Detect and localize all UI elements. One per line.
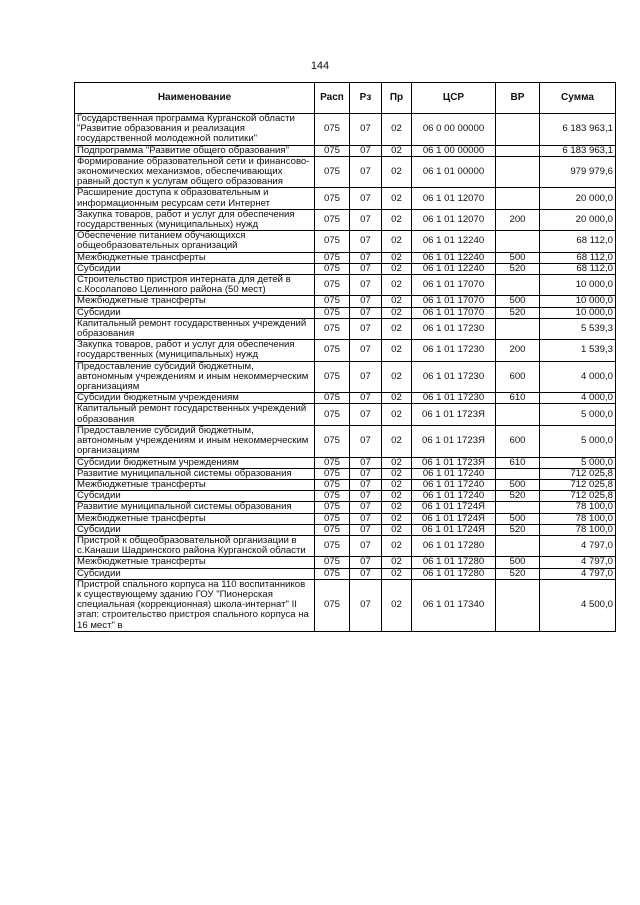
row-name-cell: Государственная программа Курганской области "Развитие образования и реализация государственной молодежной политики" <box>75 114 315 146</box>
row-rasp-cell: 075 <box>315 491 350 502</box>
row-rz-cell: 07 <box>350 263 382 274</box>
row-pr-cell: 02 <box>382 340 412 361</box>
table-row <box>75 307 616 318</box>
row-name-cell: Межбюджетные трансферты <box>75 513 315 524</box>
table-row <box>75 361 616 393</box>
row-sum-cell: 4 000,0 <box>540 361 616 393</box>
row-sum-cell: 6 183 963,1 <box>540 114 616 146</box>
row-vr-cell <box>496 156 540 188</box>
row-vr-cell: 200 <box>496 209 540 230</box>
row-csr-cell: 06 1 01 17230 <box>412 340 496 361</box>
row-csr-cell: 06 1 01 12240 <box>412 231 496 252</box>
row-sum-cell: 78 100,0 <box>540 513 616 524</box>
row-pr-cell: 02 <box>382 568 412 579</box>
row-vr-cell: 500 <box>496 296 540 307</box>
table-row <box>75 404 616 425</box>
row-sum-cell: 4 797,0 <box>540 535 616 556</box>
table-row <box>75 457 616 468</box>
row-rz-cell: 07 <box>350 275 382 296</box>
row-vr-cell: 610 <box>496 393 540 404</box>
row-csr-cell: 06 1 01 17240 <box>412 479 496 490</box>
table-row <box>75 318 616 339</box>
row-rasp-cell: 075 <box>315 502 350 513</box>
row-rasp-cell: 075 <box>315 361 350 393</box>
row-csr-cell: 06 1 01 1723Я <box>412 425 496 457</box>
row-sum-cell: 4 000,0 <box>540 393 616 404</box>
row-vr-cell: 500 <box>496 479 540 490</box>
row-name-cell: Межбюджетные трансферты <box>75 296 315 307</box>
row-csr-cell: 06 1 01 17230 <box>412 318 496 339</box>
column-header-sum: Сумма <box>540 83 616 114</box>
row-vr-cell <box>496 502 540 513</box>
table-row <box>75 393 616 404</box>
row-csr-cell: 06 1 01 1724Я <box>412 502 496 513</box>
row-rz-cell: 07 <box>350 252 382 263</box>
row-pr-cell: 02 <box>382 307 412 318</box>
table-row <box>75 340 616 361</box>
row-name-cell: Субсидии <box>75 524 315 535</box>
row-rz-cell: 07 <box>350 361 382 393</box>
column-header-pr: Пр <box>382 83 412 114</box>
row-pr-cell: 02 <box>382 209 412 230</box>
column-header-rz: Рз <box>350 83 382 114</box>
table-row <box>75 579 616 631</box>
row-csr-cell: 06 1 01 1724Я <box>412 524 496 535</box>
row-vr-cell <box>496 318 540 339</box>
row-rasp-cell: 075 <box>315 209 350 230</box>
row-rasp-cell: 075 <box>315 457 350 468</box>
row-name-cell: Межбюджетные трансферты <box>75 479 315 490</box>
row-sum-cell: 20 000,0 <box>540 188 616 209</box>
row-rz-cell: 07 <box>350 231 382 252</box>
row-csr-cell: 06 0 00 00000 <box>412 114 496 146</box>
row-csr-cell: 06 1 01 17230 <box>412 361 496 393</box>
row-rz-cell: 07 <box>350 468 382 479</box>
row-rasp-cell: 075 <box>315 156 350 188</box>
column-header-name: Наименование <box>75 83 315 114</box>
table-row <box>75 502 616 513</box>
row-sum-cell: 10 000,0 <box>540 275 616 296</box>
row-rasp-cell: 075 <box>315 524 350 535</box>
row-pr-cell: 02 <box>382 252 412 263</box>
row-rz-cell: 07 <box>350 318 382 339</box>
row-csr-cell: 06 1 01 17280 <box>412 535 496 556</box>
table-row <box>75 231 616 252</box>
row-rasp-cell: 075 <box>315 479 350 490</box>
row-vr-cell <box>496 114 540 146</box>
table-row <box>75 557 616 568</box>
row-csr-cell: 06 1 01 12240 <box>412 263 496 274</box>
row-rz-cell: 07 <box>350 535 382 556</box>
row-pr-cell: 02 <box>382 393 412 404</box>
row-rasp-cell: 075 <box>315 231 350 252</box>
row-rasp-cell: 075 <box>315 114 350 146</box>
row-rasp-cell: 075 <box>315 393 350 404</box>
row-rasp-cell: 075 <box>315 535 350 556</box>
row-pr-cell: 02 <box>382 318 412 339</box>
row-csr-cell: 06 1 01 1723Я <box>412 457 496 468</box>
row-csr-cell: 06 1 01 12240 <box>412 252 496 263</box>
row-rasp-cell: 075 <box>315 557 350 568</box>
row-rz-cell: 07 <box>350 513 382 524</box>
row-vr-cell: 500 <box>496 557 540 568</box>
row-vr-cell: 520 <box>496 568 540 579</box>
row-vr-cell <box>496 404 540 425</box>
row-rz-cell: 07 <box>350 425 382 457</box>
row-rasp-cell: 075 <box>315 275 350 296</box>
row-rasp-cell: 075 <box>315 579 350 631</box>
row-rasp-cell: 075 <box>315 188 350 209</box>
row-csr-cell: 06 1 01 1723Я <box>412 404 496 425</box>
row-pr-cell: 02 <box>382 188 412 209</box>
row-pr-cell: 02 <box>382 145 412 156</box>
row-rasp-cell: 075 <box>315 145 350 156</box>
row-pr-cell: 02 <box>382 263 412 274</box>
row-csr-cell: 06 1 01 17280 <box>412 557 496 568</box>
row-csr-cell: 06 1 01 17280 <box>412 568 496 579</box>
table-body <box>75 114 616 632</box>
row-rz-cell: 07 <box>350 340 382 361</box>
column-header-rasp: Расп <box>315 83 350 114</box>
row-sum-cell: 5 000,0 <box>540 404 616 425</box>
row-sum-cell: 4 500,0 <box>540 579 616 631</box>
row-sum-cell: 712 025,8 <box>540 479 616 490</box>
row-pr-cell: 02 <box>382 457 412 468</box>
row-vr-cell: 520 <box>496 491 540 502</box>
row-csr-cell: 06 1 01 12070 <box>412 188 496 209</box>
table-row <box>75 524 616 535</box>
row-sum-cell: 712 025,8 <box>540 468 616 479</box>
row-csr-cell: 06 1 01 17070 <box>412 296 496 307</box>
row-name-cell: Капитальный ремонт государственных учреждений образования <box>75 318 315 339</box>
row-sum-cell: 5 539,3 <box>540 318 616 339</box>
row-vr-cell: 520 <box>496 263 540 274</box>
row-pr-cell: 02 <box>382 468 412 479</box>
row-rasp-cell: 075 <box>315 425 350 457</box>
row-sum-cell: 5 000,0 <box>540 425 616 457</box>
row-name-cell: Строительство пристроя интерната для детей в с.Косолапово Целинного района (50 мест) <box>75 275 315 296</box>
row-pr-cell: 02 <box>382 491 412 502</box>
row-name-cell: Межбюджетные трансферты <box>75 557 315 568</box>
row-sum-cell: 78 100,0 <box>540 524 616 535</box>
row-name-cell: Субсидии <box>75 491 315 502</box>
row-name-cell: Обеспечение питанием обучающихся общеобразовательных организаций <box>75 231 315 252</box>
row-sum-cell: 4 797,0 <box>540 568 616 579</box>
row-name-cell: Межбюджетные трансферты <box>75 252 315 263</box>
table-row <box>75 513 616 524</box>
row-pr-cell: 02 <box>382 156 412 188</box>
row-vr-cell: 600 <box>496 361 540 393</box>
row-csr-cell: 06 1 01 17070 <box>412 275 496 296</box>
row-vr-cell <box>496 535 540 556</box>
row-pr-cell: 02 <box>382 513 412 524</box>
row-vr-cell: 500 <box>496 513 540 524</box>
table-row <box>75 156 616 188</box>
row-pr-cell: 02 <box>382 557 412 568</box>
row-name-cell: Предоставление субсидий бюджетным, автономным учреждениям и иным некоммерческим организациям <box>75 361 315 393</box>
table-row <box>75 535 616 556</box>
row-rz-cell: 07 <box>350 404 382 425</box>
row-name-cell: Расширение доступа к образовательным и информационным ресурсам сети Интернет <box>75 188 315 209</box>
row-vr-cell <box>496 188 540 209</box>
row-csr-cell: 06 1 01 1724Я <box>412 513 496 524</box>
row-vr-cell: 520 <box>496 524 540 535</box>
row-rasp-cell: 075 <box>315 296 350 307</box>
table-row <box>75 188 616 209</box>
row-vr-cell <box>496 468 540 479</box>
column-header-vr: ВР <box>496 83 540 114</box>
row-pr-cell: 02 <box>382 114 412 146</box>
table-row <box>75 425 616 457</box>
row-pr-cell: 02 <box>382 296 412 307</box>
row-pr-cell: 02 <box>382 231 412 252</box>
row-name-cell: Субсидии <box>75 263 315 274</box>
row-rz-cell: 07 <box>350 393 382 404</box>
row-pr-cell: 02 <box>382 275 412 296</box>
row-rasp-cell: 075 <box>315 513 350 524</box>
table-row <box>75 263 616 274</box>
row-name-cell: Субсидии бюджетным учреждениям <box>75 457 315 468</box>
row-csr-cell: 06 1 01 17240 <box>412 491 496 502</box>
row-rasp-cell: 075 <box>315 263 350 274</box>
row-rz-cell: 07 <box>350 145 382 156</box>
table-row <box>75 275 616 296</box>
row-name-cell: Подпрограмма "Развитие общего образования" <box>75 145 315 156</box>
row-rasp-cell: 075 <box>315 468 350 479</box>
row-sum-cell: 68 112,0 <box>540 252 616 263</box>
row-rasp-cell: 075 <box>315 307 350 318</box>
row-rasp-cell: 075 <box>315 340 350 361</box>
table-header-row <box>75 83 616 114</box>
row-pr-cell: 02 <box>382 579 412 631</box>
row-csr-cell: 06 1 01 17340 <box>412 579 496 631</box>
row-vr-cell: 600 <box>496 425 540 457</box>
row-rz-cell: 07 <box>350 114 382 146</box>
row-rz-cell: 07 <box>350 491 382 502</box>
row-vr-cell: 610 <box>496 457 540 468</box>
row-vr-cell: 200 <box>496 340 540 361</box>
row-pr-cell: 02 <box>382 425 412 457</box>
row-vr-cell: 500 <box>496 252 540 263</box>
row-sum-cell: 10 000,0 <box>540 296 616 307</box>
row-name-cell: Пристрой к общеобразовательной организации в с.Канаши Шадринского района Курганской области <box>75 535 315 556</box>
row-csr-cell: 06 1 01 12070 <box>412 209 496 230</box>
row-rasp-cell: 075 <box>315 404 350 425</box>
table-row <box>75 209 616 230</box>
table-row <box>75 296 616 307</box>
row-pr-cell: 02 <box>382 535 412 556</box>
row-pr-cell: 02 <box>382 502 412 513</box>
row-rasp-cell: 075 <box>315 318 350 339</box>
row-sum-cell: 4 797,0 <box>540 557 616 568</box>
row-name-cell: Субсидии <box>75 568 315 579</box>
row-name-cell: Предоставление субсидий бюджетным, автономным учреждениям и иным некоммерческим организациям <box>75 425 315 457</box>
row-sum-cell: 78 100,0 <box>540 502 616 513</box>
row-csr-cell: 06 1 01 00000 <box>412 156 496 188</box>
row-sum-cell: 10 000,0 <box>540 307 616 318</box>
row-pr-cell: 02 <box>382 524 412 535</box>
row-csr-cell: 06 1 01 17230 <box>412 393 496 404</box>
row-pr-cell: 02 <box>382 361 412 393</box>
row-sum-cell: 68 112,0 <box>540 263 616 274</box>
row-csr-cell: 06 1 00 00000 <box>412 145 496 156</box>
row-name-cell: Пристрой спального корпуса на 110 воспитанников к существующему зданию ГОУ "Пионерская специальная (коррекционная) школа-интернат" II этап: строительство пристроя спального корпуса на 16 мест" в <box>75 579 315 631</box>
row-name-cell: Закупка товаров, работ и услуг для обеспечения государственных (муниципальных) нужд <box>75 209 315 230</box>
row-vr-cell <box>496 275 540 296</box>
row-csr-cell: 06 1 01 17070 <box>412 307 496 318</box>
row-vr-cell: 520 <box>496 307 540 318</box>
table-row <box>75 468 616 479</box>
row-rz-cell: 07 <box>350 502 382 513</box>
row-rz-cell: 07 <box>350 307 382 318</box>
row-sum-cell: 712 025,8 <box>540 491 616 502</box>
row-pr-cell: 02 <box>382 479 412 490</box>
row-rz-cell: 07 <box>350 156 382 188</box>
table-row <box>75 491 616 502</box>
table-row <box>75 252 616 263</box>
table-row <box>75 568 616 579</box>
row-name-cell: Формирование образовательной сети и финансово-экономических механизмов, обеспечивающих равный доступ к услугам общего образования <box>75 156 315 188</box>
row-name-cell: Субсидии бюджетным учреждениям <box>75 393 315 404</box>
row-rz-cell: 07 <box>350 479 382 490</box>
row-rz-cell: 07 <box>350 568 382 579</box>
row-rz-cell: 07 <box>350 457 382 468</box>
page-number: 144 <box>310 60 330 72</box>
row-rz-cell: 07 <box>350 579 382 631</box>
row-csr-cell: 06 1 01 17240 <box>412 468 496 479</box>
budget-table <box>74 82 616 632</box>
row-name-cell: Субсидии <box>75 307 315 318</box>
row-sum-cell: 979 979,6 <box>540 156 616 188</box>
row-sum-cell: 6 183 963,1 <box>540 145 616 156</box>
row-name-cell: Развитие муниципальной системы образования <box>75 502 315 513</box>
row-rasp-cell: 075 <box>315 568 350 579</box>
table-row <box>75 145 616 156</box>
row-vr-cell <box>496 579 540 631</box>
row-sum-cell: 5 000,0 <box>540 457 616 468</box>
table-row <box>75 479 616 490</box>
table-row <box>75 114 616 146</box>
row-name-cell: Развитие муниципальной системы образования <box>75 468 315 479</box>
row-vr-cell <box>496 145 540 156</box>
row-sum-cell: 20 000,0 <box>540 209 616 230</box>
column-header-csr: ЦСР <box>412 83 496 114</box>
row-rz-cell: 07 <box>350 188 382 209</box>
row-rz-cell: 07 <box>350 524 382 535</box>
row-rz-cell: 07 <box>350 557 382 568</box>
row-rz-cell: 07 <box>350 296 382 307</box>
row-name-cell: Закупка товаров, работ и услуг для обеспечения государственных (муниципальных) нужд <box>75 340 315 361</box>
row-sum-cell: 1 539,3 <box>540 340 616 361</box>
row-vr-cell <box>496 231 540 252</box>
row-sum-cell: 68 112,0 <box>540 231 616 252</box>
row-rz-cell: 07 <box>350 209 382 230</box>
row-rasp-cell: 075 <box>315 252 350 263</box>
row-pr-cell: 02 <box>382 404 412 425</box>
row-name-cell: Капитальный ремонт государственных учреждений образования <box>75 404 315 425</box>
